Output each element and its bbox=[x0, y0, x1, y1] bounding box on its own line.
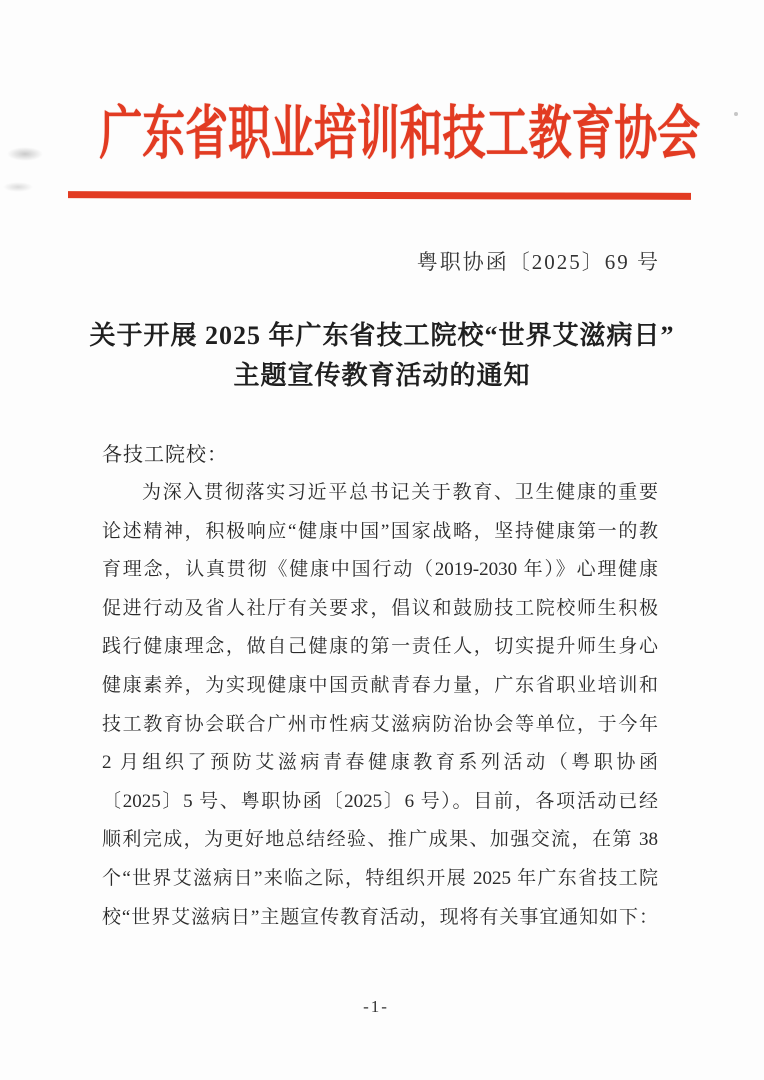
body-line: 校“世界艾滋病日”主题宣传教育活动，现将有关事宜通知如下： bbox=[102, 906, 658, 928]
letterhead-org-name: 广东省职业培训和技工教育协会 bbox=[99, 101, 701, 166]
scan-artifact bbox=[734, 112, 738, 116]
body-paragraph bbox=[102, 474, 658, 937]
doc-title-line2: 主题宣传教育活动的通知 bbox=[233, 361, 531, 390]
scan-artifact bbox=[3, 182, 33, 192]
doc-title-line1: 关于开展 2025 年广东省技工院校“世界艾滋病日” bbox=[89, 321, 675, 350]
body-line: 为深入贯彻落实习近平总书记关于教育、卫生健康的重要 bbox=[142, 482, 658, 503]
body-line: 〔2025〕5 号、粤职协函〔2025〕6 号）。目前，各项活动已经 bbox=[102, 790, 658, 812]
body-line: 技工教育协会联合广州市性病艾滋病防治协会等单位，于今年 bbox=[102, 713, 658, 735]
body-line: 育理念，认真贯彻《健康中国行动（2019-2030 年）》心理健康 bbox=[102, 559, 658, 581]
body-line: 论述精神，积极响应“健康中国”国家战略，坚持健康第一的教 bbox=[102, 520, 658, 542]
body-line: 个“世界艾滋病日”来临之际，特组织开展 2025 年广东省技工院 bbox=[102, 867, 658, 889]
body-line: 顺利完成，为更好地总结经验、推广成果、加强交流，在第 38 bbox=[102, 829, 658, 851]
body-line: 践行健康理念，做自己健康的第一责任人，切实提升师生身心 bbox=[102, 636, 658, 658]
scan-artifact bbox=[7, 147, 43, 161]
page-number: -1- bbox=[363, 997, 389, 1016]
body-line: 健康素养，为实现健康中国贡献青春力量，广东省职业培训和 bbox=[102, 674, 658, 696]
letterhead-divider-line bbox=[68, 191, 691, 200]
doc-reference-number: 粤职协函〔2025〕69 号 bbox=[416, 250, 660, 274]
salutation: 各技工院校： bbox=[102, 444, 228, 466]
doc-title bbox=[60, 316, 704, 396]
body-line: 2 月组织了预防艾滋病青春健康教育系列活动（粤职协函 bbox=[102, 752, 658, 774]
body-line: 促进行动及省人社厅有关要求，倡议和鼓励技工院校师生积极 bbox=[102, 597, 658, 619]
